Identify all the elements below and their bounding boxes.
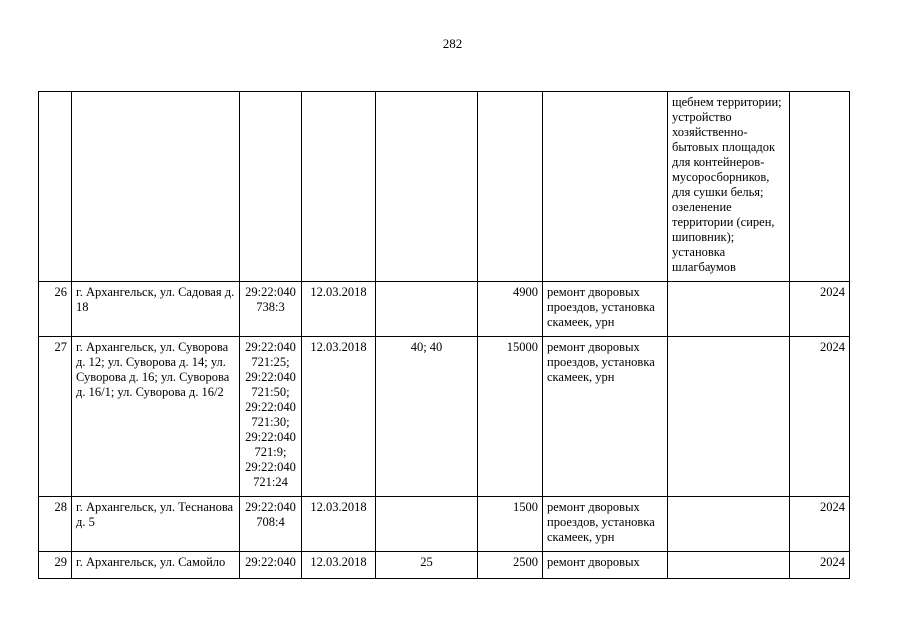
cell-note (668, 337, 790, 497)
cell-date: 12.03.2018 (302, 337, 376, 497)
cadastral-line: 721:9; (254, 445, 287, 459)
cadastral-line: 29:22:040 (245, 555, 296, 569)
cadastral-line: 29:22:040 (245, 430, 296, 444)
cadastral-line: 721:50; (251, 385, 290, 399)
cadastral-line: 29:22:040 (245, 500, 296, 514)
page-number: 282 (442, 36, 463, 51)
cell-note (668, 552, 790, 579)
cell-cadastral (240, 337, 302, 497)
table-row (39, 337, 850, 497)
table-row (39, 552, 850, 579)
cell-num: 28 (39, 497, 72, 552)
cadastral-line: 29:22:040 (245, 460, 296, 474)
cell-works: ремонт дворовых проездов, установка скамеек, урн (543, 497, 668, 552)
cadastral-line: 29:22:040 (245, 340, 296, 354)
cell-year: 2024 (790, 552, 850, 579)
table-row (39, 497, 850, 552)
cell-note (668, 497, 790, 552)
cell-works (543, 92, 668, 282)
cell-cost: 1500 (478, 497, 543, 552)
cell-date: 12.03.2018 (302, 282, 376, 337)
cell-area (376, 497, 478, 552)
cell-cost: 15000 (478, 337, 543, 497)
cell-cost: 4900 (478, 282, 543, 337)
cell-area: 25 (376, 552, 478, 579)
cadastral-line: 29:22:040 (245, 285, 296, 299)
cell-cost (478, 92, 543, 282)
cell-works: ремонт дворовых проездов, установка скамеек, урн (543, 282, 668, 337)
cell-cost: 2500 (478, 552, 543, 579)
cadastral-line: 721:30; (251, 415, 290, 429)
cell-works: ремонт дворовых (543, 552, 668, 579)
cell-year: 2024 (790, 497, 850, 552)
cell-year: 2024 (790, 282, 850, 337)
cell-num (39, 92, 72, 282)
cell-num: 26 (39, 282, 72, 337)
cell-address: г. Архангельск, ул. Самойло (72, 552, 240, 579)
cell-date (302, 92, 376, 282)
cadastral-line: 721:24 (253, 475, 288, 489)
cell-area: 40; 40 (376, 337, 478, 497)
cell-cadastral (240, 92, 302, 282)
cadastral-line: 721:25; (251, 355, 290, 369)
table-row (39, 282, 850, 337)
cell-date: 12.03.2018 (302, 497, 376, 552)
cell-works: ремонт дворовых проездов, установка скамеек, урн (543, 337, 668, 497)
cell-address: г. Архангельск, ул. Садовая д. 18 (72, 282, 240, 337)
cell-area (376, 92, 478, 282)
table-row-continuation (39, 92, 850, 282)
cell-address (72, 92, 240, 282)
cell-cadastral (240, 497, 302, 552)
cell-address: г. Архангельск, ул. Суворова д. 12; ул. Суворова д. 14; ул. Суворова д. 16; ул. Суворова д. 16/1; ул. Суворова д. 16/2 (72, 337, 240, 497)
cell-note: щебнем территории; устройство хозяйственно-бытовых площадок для контейнеров-мусоросборников, для сушки белья; озеленение территории (сирен, шиповник); установка шлагбаумов (668, 92, 790, 282)
cell-year (790, 92, 850, 282)
cadastral-line: 708:4 (256, 515, 285, 529)
cell-cadastral (240, 552, 302, 579)
cadastral-line: 738:3 (256, 300, 285, 314)
cell-cadastral (240, 282, 302, 337)
cell-date: 12.03.2018 (302, 552, 376, 579)
cadastral-line: 29:22:040 (245, 370, 296, 384)
cell-address: г. Архангельск, ул. Теснанова д. 5 (72, 497, 240, 552)
cell-num: 27 (39, 337, 72, 497)
cell-num: 29 (39, 552, 72, 579)
cell-note (668, 282, 790, 337)
cell-area (376, 282, 478, 337)
data-table (38, 91, 850, 579)
cell-year: 2024 (790, 337, 850, 497)
cadastral-line: 29:22:040 (245, 400, 296, 414)
